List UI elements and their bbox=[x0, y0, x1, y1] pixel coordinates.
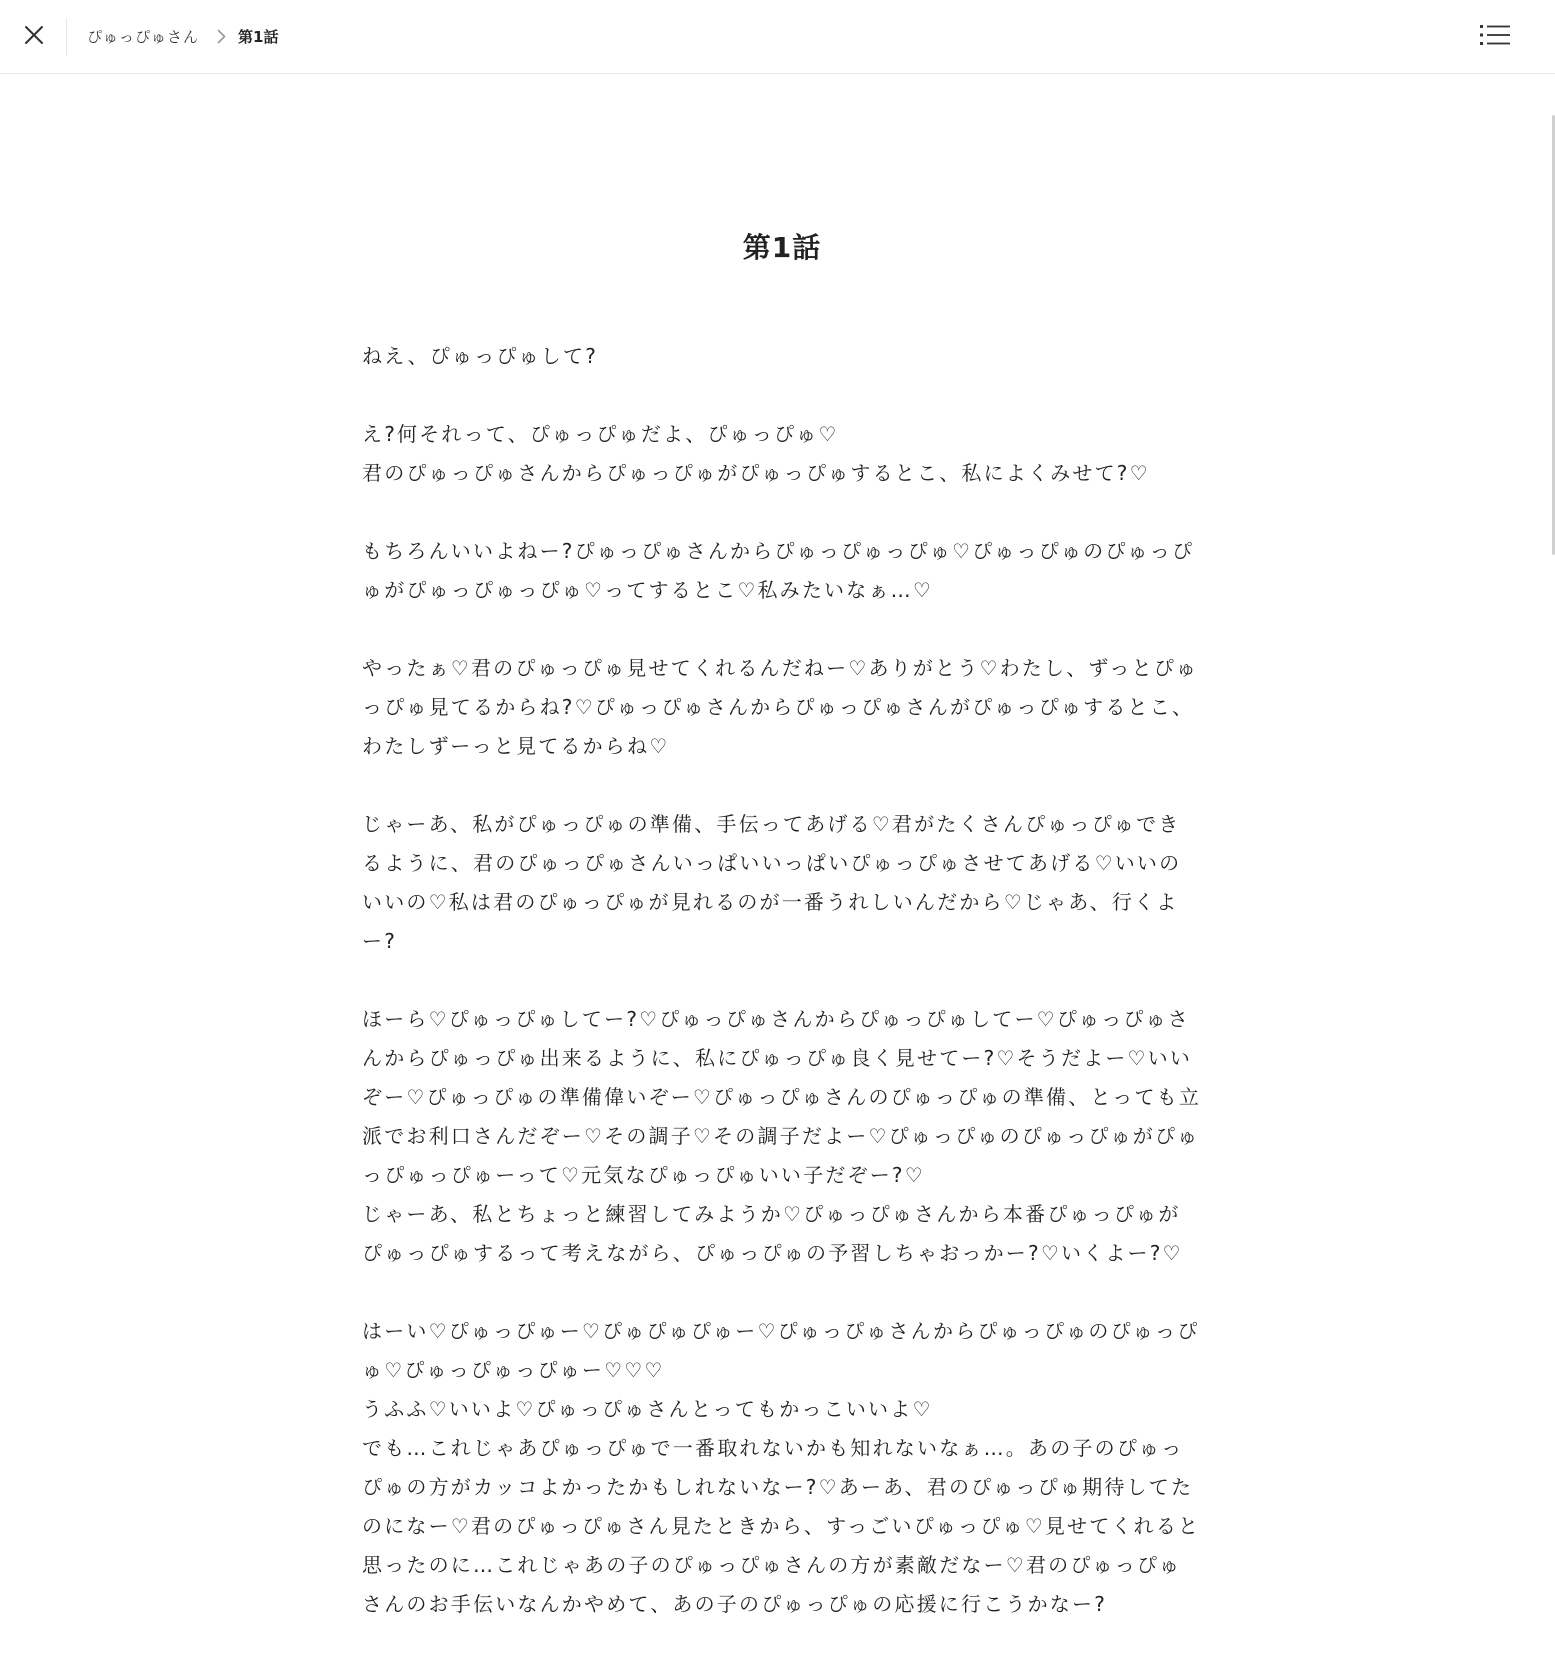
close-button[interactable] bbox=[14, 17, 54, 57]
breadcrumb bbox=[87, 26, 278, 47]
text-line: じゃーあ、私とちょっと練習してみようか♡ぴゅっぴゅさんから本番ぴゅっぴゅがぴゅっぴゅするって考えながら、ぴゅっぴゅの予習しちゃおっかー?♡いくよー?♡ bbox=[362, 1202, 1183, 1265]
text-line: うふふ♡いいよ♡ぴゅっぴゅさんとってもかっこいいよ♡ bbox=[362, 1397, 933, 1421]
chapter-body bbox=[362, 337, 1202, 1624]
breadcrumb-current-chapter: 第1話 bbox=[238, 28, 279, 46]
text-line: はーい♡ぴゅっぴゅー♡ぴゅぴゅぴゅー♡ぴゅっぴゅさんからぴゅっぴゅのぴゅっぴゅ♡ぴゅっぴゅっぴゅー♡♡♡ bbox=[362, 1319, 1200, 1382]
paragraph bbox=[362, 1000, 1202, 1273]
text-line: もちろんいいよねー?ぴゅっぴゅさんからぴゅっぴゅっぴゅ♡ぴゅっぴゅのぴゅっぴゅがぴゅっぴゅっぴゅ♡ってするとこ♡私みたいなぁ…♡ bbox=[362, 539, 1195, 602]
header-divider bbox=[66, 18, 67, 56]
list-icon bbox=[1479, 23, 1511, 51]
text-line: え?何それって、ぴゅっぴゅだよ、ぴゅっぴゅ♡ bbox=[362, 422, 839, 446]
paragraph bbox=[362, 532, 1202, 610]
paragraph bbox=[362, 415, 1202, 493]
text-line: じゃーあ、私がぴゅっぴゅの準備、手伝ってあげる♡君がたくさんぴゅっぴゅできるように、君のぴゅっぴゅさんいっぱいいっぱいぴゅっぴゅさせてあげる♡いいのいいの♡私は君のぴゅっぴゅが見れるのが一番うれしいんだから♡じゃあ、行くよー? bbox=[362, 812, 1182, 953]
paragraph bbox=[362, 649, 1202, 766]
paragraph bbox=[362, 805, 1202, 961]
table-of-contents-button[interactable] bbox=[1475, 18, 1515, 56]
text-line: やったぁ♡君のぴゅっぴゅ見せてくれるんだねー♡ありがとう♡わたし、ずっとぴゅっぴゅ見てるからね?♡ぴゅっぴゅさんからぴゅっぴゅさんがぴゅっぴゅするとこ、わたしずーっと見てるからね♡ bbox=[362, 656, 1199, 758]
text-line: でも…これじゃあぴゅっぴゅで一番取れないかも知れないなぁ…。あの子のぴゅっぴゅの方がカッコよかったかもしれないなー?♡あーあ、君のぴゅっぴゅ期待してたのになー♡君のぴゅっぴゅさん見たときから、すっごいぴゅっぴゅ♡見せてくれると思ったのに…これじゃあの子のぴゅっぴゅさんの方が素敵だなー♡君のぴゅっぴゅさんのお手伝いなんかやめて、あの子のぴゅっぴゅの応援に行こうかなー? bbox=[362, 1436, 1201, 1616]
paragraph bbox=[362, 337, 1202, 376]
breadcrumb-work-title[interactable]: ぴゅっぴゅさん bbox=[87, 28, 200, 46]
close-icon bbox=[23, 24, 45, 50]
paragraph bbox=[362, 1312, 1202, 1624]
chapter-title: 第1話 bbox=[742, 231, 822, 264]
text-line: ほーら♡ぴゅっぴゅしてー?♡ぴゅっぴゅさんからぴゅっぴゅしてー♡ぴゅっぴゅさんからぴゅっぴゅ出来るように、私にぴゅっぴゅ良く見せてー?♡そうだよー♡いいぞー♡ぴゅっぴゅの準備偉いぞー♡ぴゅっぴゅさんのぴゅっぴゅの準備、とっても立派でお利口さんだぞー♡その調子♡その調子だよー♡ぴゅっぴゅのぴゅっぴゅがぴゅっぴゅっぴゅーって♡元気なぴゅっぴゅいい子だぞー?♡ bbox=[362, 1007, 1202, 1187]
top-bar bbox=[0, 0, 1555, 74]
text-line: 君のぴゅっぴゅさんからぴゅっぴゅがぴゅっぴゅするとこ、私によくみせて?♡ bbox=[362, 461, 1150, 485]
chapter-content bbox=[362, 74, 1202, 1663]
text-line: ねえ、ぴゅっぴゅして? bbox=[362, 344, 599, 368]
chevron-right-icon bbox=[217, 29, 226, 44]
